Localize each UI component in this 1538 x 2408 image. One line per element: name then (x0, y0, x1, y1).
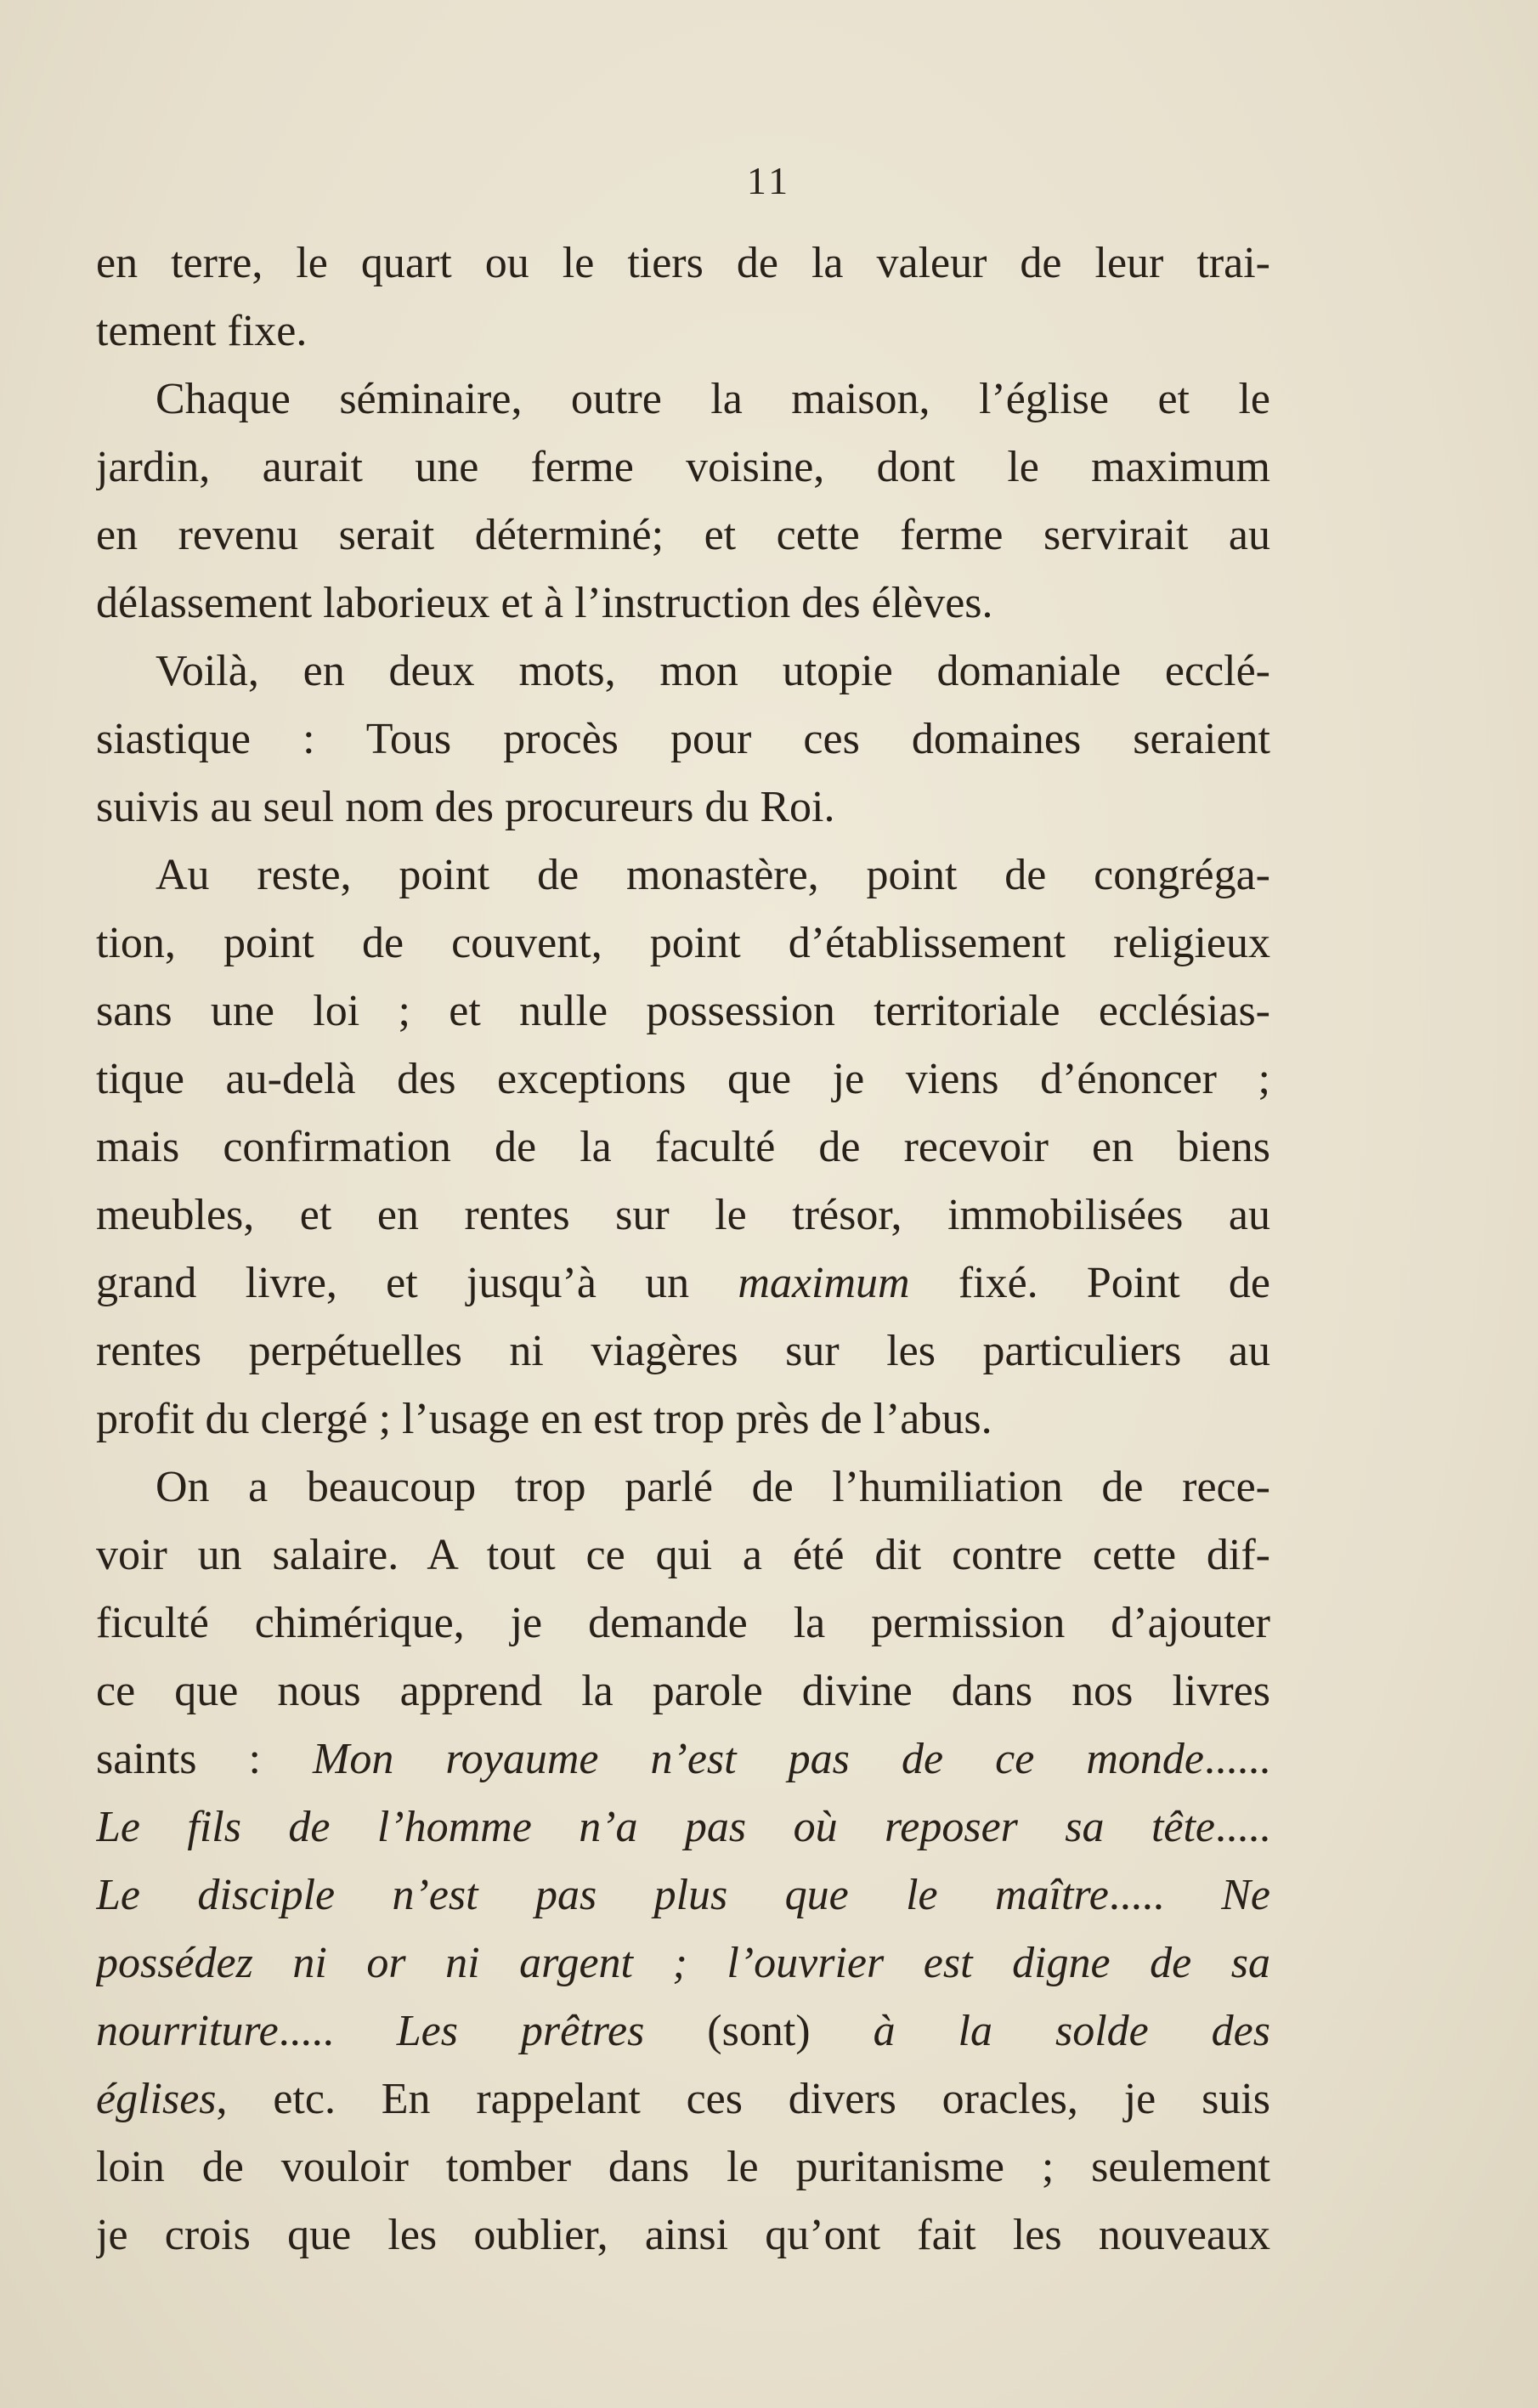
text-line (96, 1249, 1270, 1317)
text-segment: ficulté chimérique, je demande la permission d’ajouter (96, 1599, 1270, 1647)
text-line (96, 365, 1270, 433)
text-line (96, 1521, 1270, 1589)
text-line (96, 501, 1270, 569)
text-line (96, 1929, 1270, 1997)
text-segment: je crois que les oublier, ainsi qu’ont fait les nouveaux (96, 2211, 1270, 2259)
text-line (96, 1317, 1270, 1385)
text-segment: ..... (1108, 1871, 1222, 1919)
text-line (96, 705, 1270, 773)
text-segment: ..... (1215, 1803, 1270, 1851)
text-segment: mais confirmation de la faculté de recevoir en biens (96, 1123, 1270, 1171)
text-line (96, 1385, 1270, 1453)
text-line (96, 433, 1270, 501)
text-line (96, 569, 1270, 637)
italic-text: nourriture (96, 2007, 279, 2055)
text-segment: grand livre, et jusqu’à un (96, 1259, 738, 1307)
text-line (96, 637, 1270, 705)
text-line (96, 1181, 1270, 1249)
text-line (96, 1453, 1270, 1521)
text-segment: siastique : Tous procès pour ces domaines seraient (96, 715, 1270, 763)
text-segment: en terre, le quart ou le tiers de la valeur de leur trai- (96, 239, 1270, 287)
text-segment: tique au-delà des exceptions que je viens d’énoncer ; (96, 1055, 1270, 1103)
text-line (96, 909, 1270, 977)
text-segment: (sont) (644, 2007, 874, 2055)
text-line (96, 1589, 1270, 1657)
italic-text: Ne (1221, 1871, 1270, 1919)
body-text (96, 229, 1270, 2269)
text-segment: loin de vouloir tomber dans le puritanisme ; seulement (96, 2143, 1270, 2191)
italic-text: Le disciple n’est pas plus que le maître (96, 1871, 1109, 1919)
text-segment: sans une loi ; et nulle possession territoriale ecclésias- (96, 987, 1270, 1035)
italic-text: églises (96, 2075, 217, 2123)
text-line (96, 1861, 1270, 1929)
text-segment: , etc. En rappelant ces divers oracles, je suis (216, 2075, 1270, 2123)
text-segment: Voilà, en deux mots, mon utopie domaniale ecclé- (155, 647, 1270, 695)
text-segment: profit du clergé ; l’usage en est trop près de l’abus. (96, 1395, 992, 1443)
text-segment: en revenu serait déterminé; et cette ferme servirait au (96, 511, 1270, 559)
text-segment: ...... (1204, 1735, 1270, 1783)
text-line (96, 977, 1270, 1045)
italic-text: maximum (738, 1259, 910, 1307)
text-line (96, 773, 1270, 841)
text-line (96, 1045, 1270, 1113)
text-segment: Chaque séminaire, outre la maison, l’église et le (155, 375, 1270, 423)
italic-text: à la solde des (873, 2007, 1270, 2055)
italic-text: possédez ni or ni argent ; l’ouvrier est digne de sa (96, 1939, 1270, 1987)
text-line (96, 297, 1270, 365)
italic-text: Les prêtres (396, 2007, 645, 2055)
text-segment: On a beaucoup trop parlé de l’humiliation de rece- (155, 1463, 1270, 1511)
text-line (96, 841, 1270, 909)
text-segment: fixé. Point de (909, 1259, 1270, 1307)
page-number: 11 (746, 159, 792, 202)
text-segment: meubles, et en rentes sur le trésor, immobilisées au (96, 1191, 1270, 1239)
text-segment: suivis au seul nom des procureurs du Roi. (96, 783, 835, 831)
text-line (96, 2201, 1270, 2269)
text-line (96, 1725, 1270, 1793)
text-line (96, 2133, 1270, 2201)
text-line (96, 229, 1270, 297)
text-line (96, 1113, 1270, 1181)
italic-text: Le fils de l’homme n’a pas où reposer sa tête (96, 1803, 1215, 1851)
italic-text: Mon royaume n’est pas de ce monde (313, 1735, 1204, 1783)
text-segment: saints : (96, 1735, 314, 1783)
text-segment: délassement laborieux et à l’instruction des élèves. (96, 579, 993, 627)
text-segment: tement fixe. (96, 307, 308, 355)
text-segment: jardin, aurait une ferme voisine, dont le maximum (96, 443, 1270, 491)
text-segment: ..... (278, 2007, 397, 2055)
text-segment: ce que nous apprend la parole divine dans nos livres (96, 1667, 1270, 1715)
text-segment: tion, point de couvent, point d’établissement religieux (96, 919, 1270, 967)
text-segment: rentes perpétuelles ni viagères sur les particuliers au (96, 1327, 1270, 1375)
text-segment: Au reste, point de monastère, point de congréga- (155, 851, 1270, 899)
text-segment: voir un salaire. A tout ce qui a été dit contre cette dif- (96, 1531, 1270, 1579)
text-line (96, 1657, 1270, 1725)
text-line (96, 1997, 1270, 2065)
text-line (96, 1793, 1270, 1861)
text-line (96, 2065, 1270, 2133)
